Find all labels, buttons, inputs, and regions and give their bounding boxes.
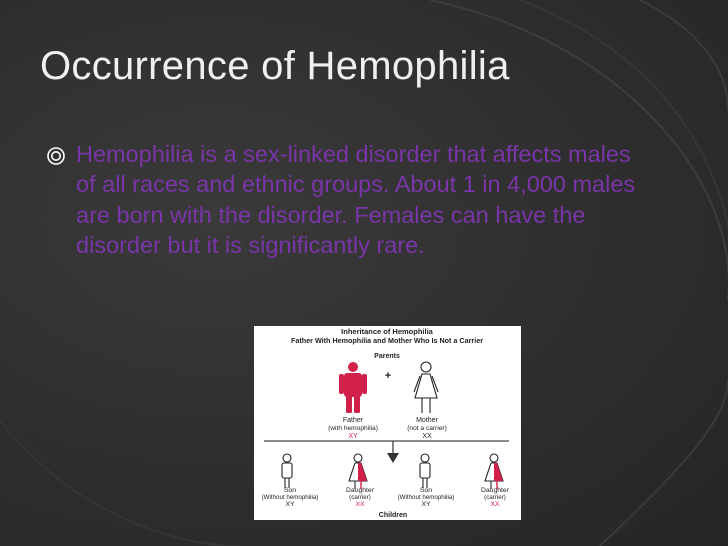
- child-3-genes: XY: [421, 501, 431, 508]
- inheritance-arrow-icon: [264, 441, 509, 463]
- mother-label: Mother: [416, 417, 438, 424]
- mother-genes: XX: [422, 433, 432, 440]
- father-genes: XY: [348, 433, 358, 440]
- child-2-genes: XX: [355, 501, 365, 508]
- child-1-sub: (Without hemophilia): [261, 494, 319, 501]
- daughter-icon-1: [349, 454, 367, 489]
- child-1-genes: XY: [285, 501, 295, 508]
- son-icon-1: [282, 454, 292, 488]
- child-2-sub: (carrier): [349, 494, 371, 501]
- plus-sign: +: [384, 370, 392, 382]
- father-label: Father: [342, 417, 364, 424]
- child-3-sub: (Without hemophilia): [397, 494, 455, 501]
- slide-title: Occurrence of Hemophilia: [40, 44, 510, 88]
- father-icon: [339, 362, 367, 413]
- diagram-subtitle: Father With Hemophilia and Mother Who Is Not a Carrier: [290, 336, 484, 345]
- child-2-label: Daughter: [346, 487, 374, 494]
- bullet-text: Hemophilia is a sex-linked disorder that affects males of all races and ethnic groups. About 1 in 4,000 males are born with the disorder. Females can have the disorder but it is significantly rare.: [76, 141, 636, 258]
- child-1-label: Son: [283, 487, 297, 494]
- children-label: Children: [378, 512, 408, 519]
- child-4-label: Daughter: [481, 487, 509, 494]
- diagram-title: Inheritance of Hemophilia: [341, 327, 433, 336]
- parents-label: Parents: [374, 353, 400, 360]
- son-icon-2: [420, 454, 430, 488]
- father-sub: (with hemophilia): [328, 425, 378, 432]
- mother-sub: (not a carrier): [407, 425, 447, 432]
- inheritance-diagram: [254, 326, 521, 520]
- child-4-sub: (carrier): [484, 494, 506, 501]
- hollow-circle-bullet-icon: [46, 146, 66, 166]
- daughter-icon-2: [485, 454, 503, 489]
- child-3-label: Son: [419, 487, 433, 494]
- child-4-genes: XX: [490, 501, 500, 508]
- mother-icon: [414, 362, 438, 413]
